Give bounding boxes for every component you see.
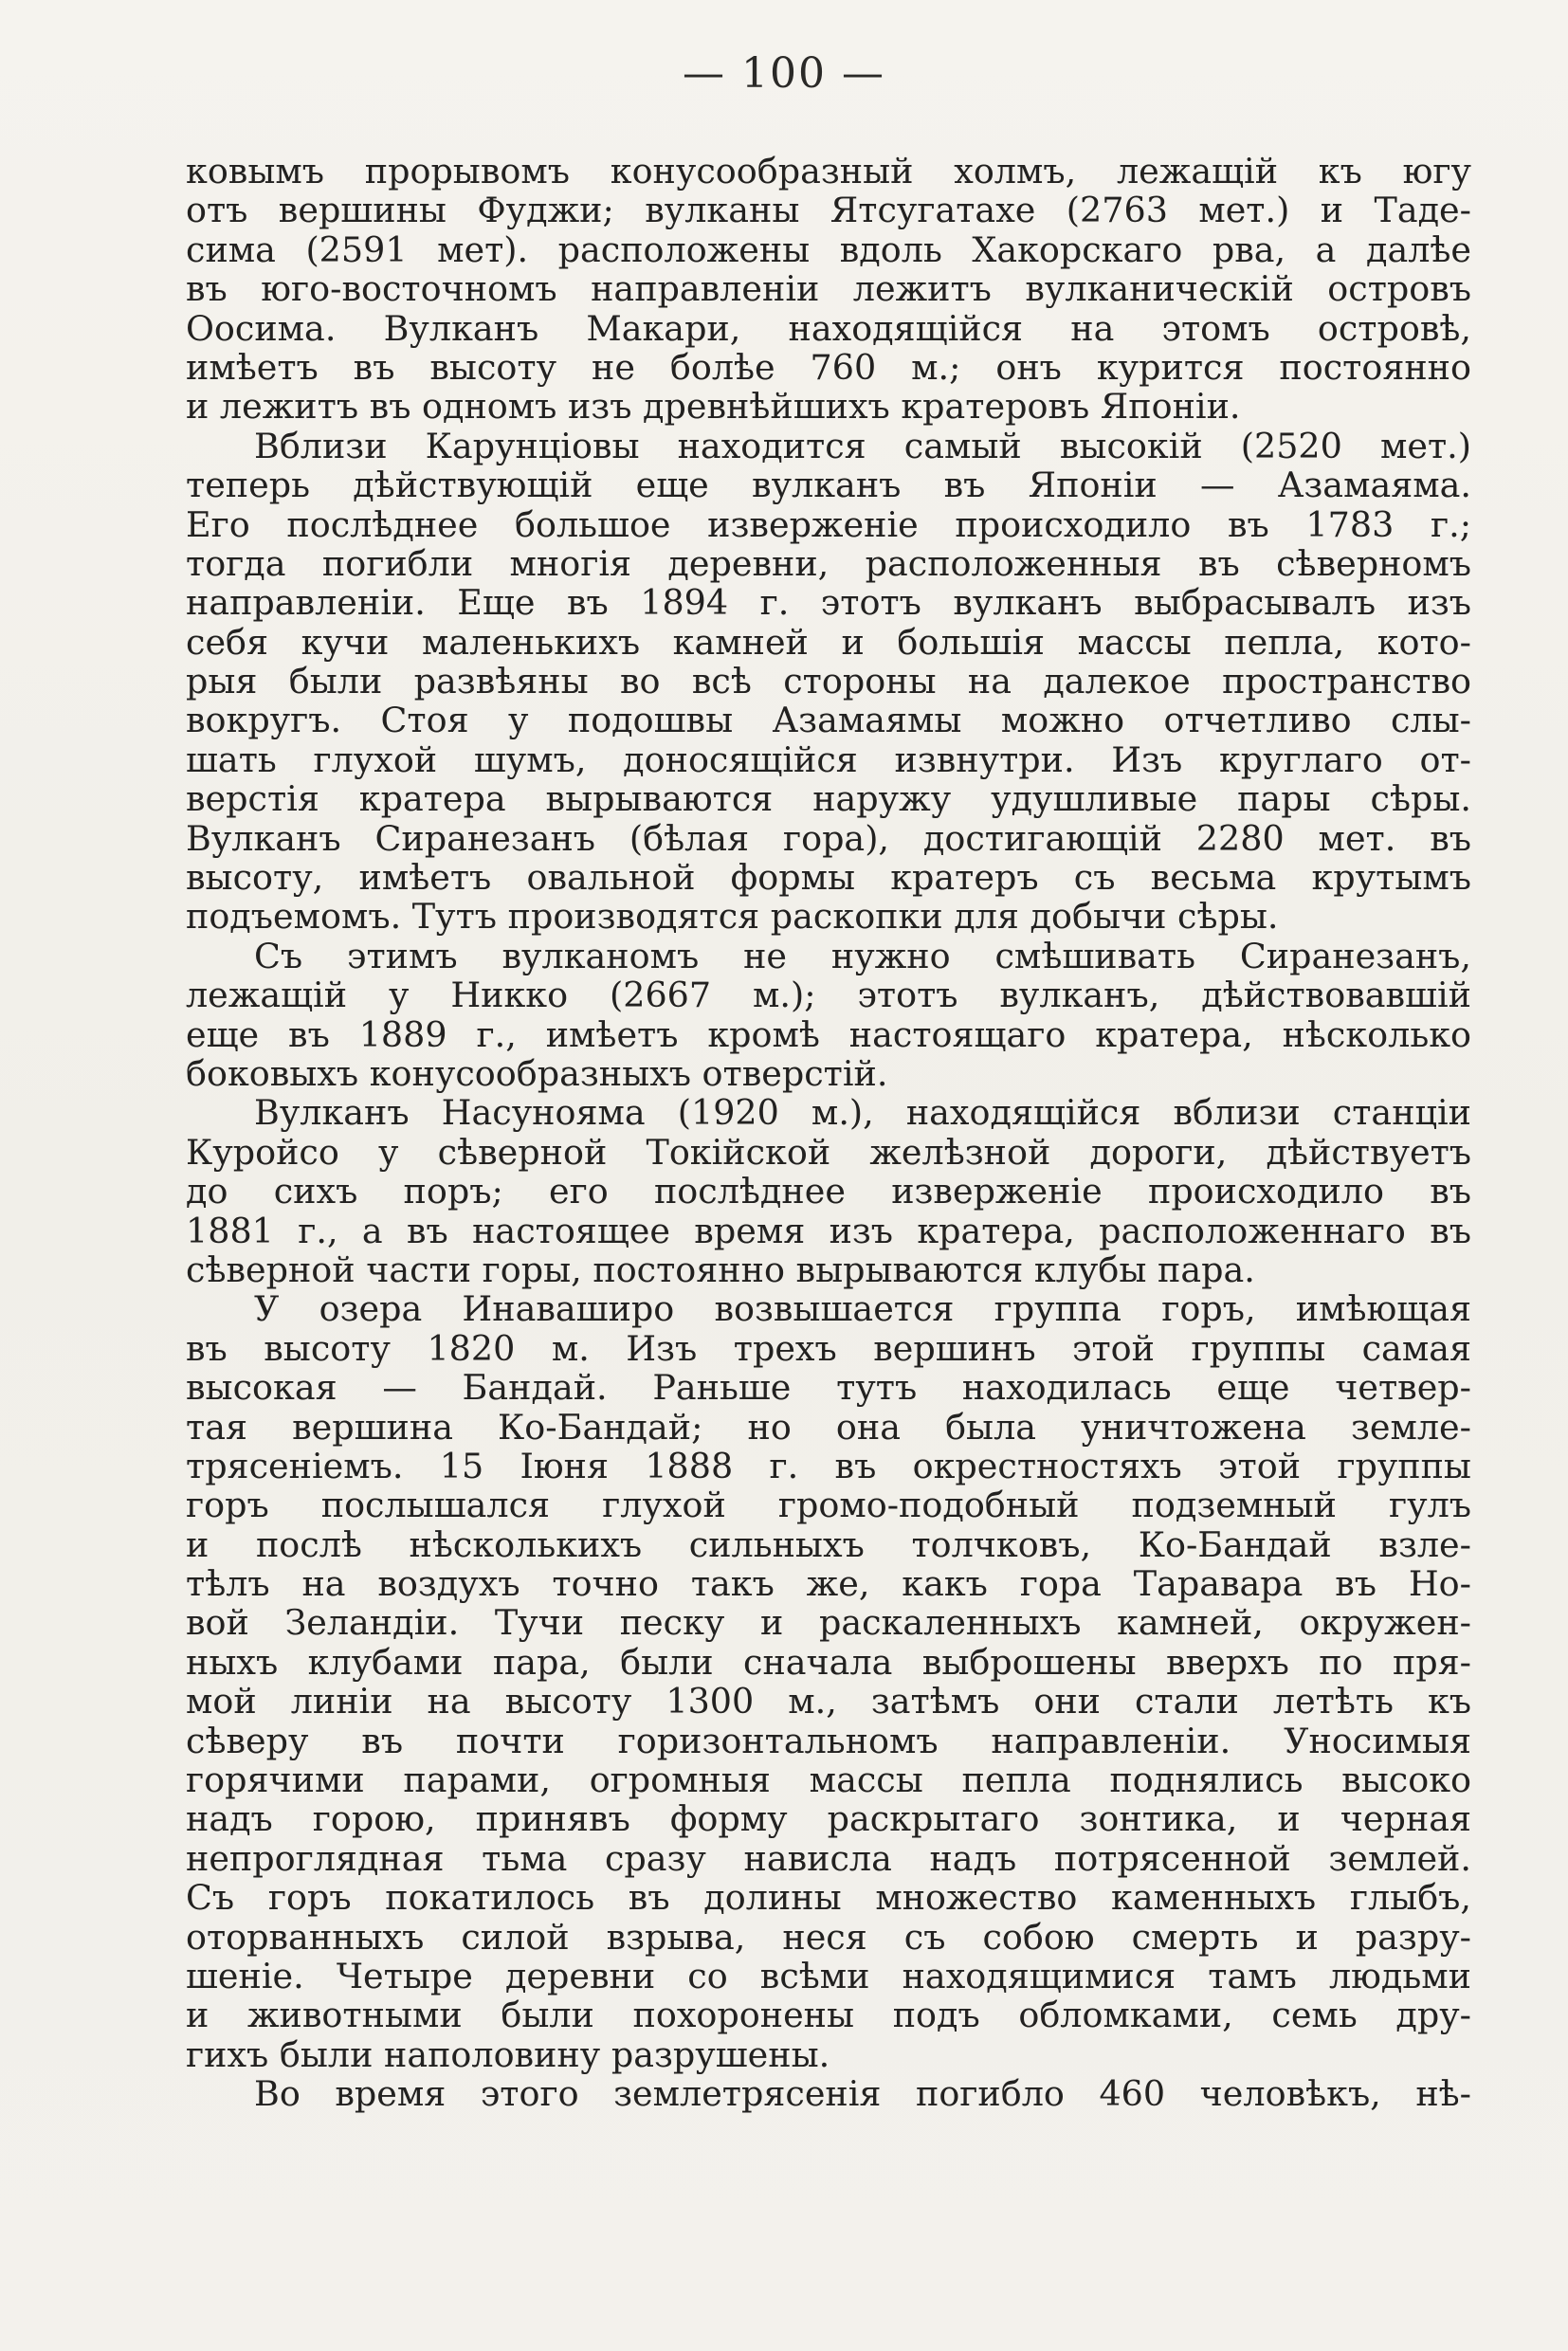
text-line: 1881 г., а въ настоящее время изъ кратера, расположеннаго въ xyxy=(186,1211,1471,1250)
text-line: Оосима. Вулканъ Макари, находящійся на этомъ островѣ, xyxy=(186,308,1471,348)
text-line: верстія кратера вырываются наружу удушливые пары сѣры. xyxy=(186,779,1471,819)
text-line: тая вершина Ко-Бандай; но она была уничтожена земле- xyxy=(186,1407,1471,1447)
text-line: отъ вершины Фуджи; вулканы Ятсугатахе (2763 мет.) и Таде- xyxy=(186,191,1471,230)
text-line: и лежитъ въ одномъ изъ древнѣйшихъ кратеровъ Японіи. xyxy=(186,387,1241,427)
text-line: Съ этимъ вулканомъ не нужно смѣшивать Сиранезанъ, xyxy=(254,936,1471,976)
text-line: гихъ были наполовину разрушены. xyxy=(186,2034,830,2075)
text-line: Съ горъ покатилось въ долины множество каменныхъ глыбъ, xyxy=(186,1878,1471,1918)
text-line: ковымъ прорывомъ конусообразный холмъ, лежащій къ югу xyxy=(186,152,1471,191)
text-line: Вулканъ Насунояма (1920 м.), находящійся вблизи станціи xyxy=(254,1093,1471,1133)
text-line: въ высоту 1820 м. Изъ трехъ вершинъ этой группы самая xyxy=(186,1328,1471,1369)
text-line: еще въ 1889 г., имѣетъ кромѣ настоящаго кратера, нѣсколько xyxy=(186,1014,1471,1054)
text-line: до сихъ поръ; его послѣднее изверженіе происходило въ xyxy=(186,1172,1471,1212)
text-line: рыя были развѣяны во всѣ стороны на далекое пространство xyxy=(186,662,1471,702)
text-line: направленіи. Еще въ 1894 г. этотъ вулканъ выбрасывалъ изъ xyxy=(186,583,1471,623)
text-line: У озера Инаваширо возвышается группа горъ, имѣющая xyxy=(254,1289,1471,1329)
text-line: оторванныхъ силой взрыва, неся съ собою смерть и разру- xyxy=(186,1917,1471,1957)
text-line: трясеніемъ. 15 Іюня 1888 г. въ окрестностяхъ этой группы xyxy=(186,1446,1471,1486)
body-text xyxy=(186,152,1471,2114)
text-line: горячими парами, огромныя массы пепла поднялись высоко xyxy=(186,1760,1471,1800)
text-line: вой Зеландіи. Тучи песку и раскаленныхъ камней, окружен- xyxy=(186,1603,1471,1643)
text-line: лежащій у Никко (2667 м.); этотъ вулканъ, дѣйствовавшій xyxy=(186,975,1471,1015)
text-line: ныхъ клубами пара, были сначала выброшены вверхъ по пря- xyxy=(186,1642,1471,1683)
text-line: вокругъ. Стоя у подошвы Азамаямы можно отчетливо слы- xyxy=(186,701,1471,740)
text-line: шеніе. Четыре деревни со всѣми находящимися тамъ людьми xyxy=(186,1956,1471,1996)
text-line: и животными были похоронены подъ обломками, семь дру- xyxy=(186,1996,1471,2035)
text-line: сѣверу въ почти горизонтальномъ направленіи. Уносимыя xyxy=(186,1721,1471,1761)
text-line: и послѣ нѣсколькихъ сильныхъ толчковъ, Ко-Бандай взле- xyxy=(186,1524,1471,1565)
text-line: сима (2591 мет). расположены вдоль Хакорскаго рва, а далѣе xyxy=(186,229,1471,270)
text-line: тогда погибли многія деревни, расположенныя въ сѣверномъ xyxy=(186,543,1471,584)
text-line: себя кучи маленькихъ камней и большія массы пепла, кото- xyxy=(186,622,1471,663)
text-line: имѣетъ въ высоту не болѣе 760 м.; онъ курится постоянно xyxy=(186,347,1471,388)
text-line: Вулканъ Сиранезанъ (бѣлая гора), достигающій 2280 мет. въ xyxy=(186,818,1471,859)
text-line: Его послѣднее большое изверженіе происходило въ 1783 г.; xyxy=(186,504,1471,544)
text-line: теперь дѣйствующій еще вулканъ въ Японіи — Азамаяма. xyxy=(186,465,1471,505)
text-line: боковыхъ конусообразныхъ отверстій. xyxy=(186,1053,888,1094)
page-number: — 100 — xyxy=(683,49,885,98)
text-line: Куройсо у сѣверной Токійской желѣзной дороги, дѣйствуетъ xyxy=(186,1132,1471,1173)
text-line: горъ послышался глухой громо-подобный подземный гулъ xyxy=(186,1485,1471,1525)
text-line: высокая — Бандай. Раньше тутъ находилась еще четвер- xyxy=(186,1368,1471,1408)
text-line: сѣверной части горы, постоянно вырываются клубы пара. xyxy=(186,1249,1255,1290)
text-line: надъ горою, принявъ форму раскрытаго зонтика, и черная xyxy=(186,1799,1471,1839)
text-line: тѣлъ на воздухъ точно такъ же, какъ гора Таравара въ Но- xyxy=(186,1564,1471,1604)
text-line: Во время этого землетрясенія погибло 460 человѣкъ, нѣ- xyxy=(254,2074,1471,2114)
text-line: подъемомъ. Тутъ производятся раскопки для добычи сѣры. xyxy=(186,897,1279,937)
text-line: высоту, имѣетъ овальной формы кратеръ съ весьма крутымъ xyxy=(186,858,1471,898)
text-line: въ юго-восточномъ направленіи лежитъ вулканическій островъ xyxy=(186,269,1471,309)
text-line: непроглядная тьма сразу нависла надъ потрясенной землей. xyxy=(186,1838,1471,1879)
text-line: Вблизи Карунціовы находится самый высокій (2520 мет.) xyxy=(254,426,1471,466)
text-line: мой линіи на высоту 1300 м., затѣмъ они стали летѣть къ xyxy=(186,1682,1471,1722)
text-line: шать глухой шумъ, доносящійся извнутри. Изъ круглаго от- xyxy=(186,739,1471,780)
